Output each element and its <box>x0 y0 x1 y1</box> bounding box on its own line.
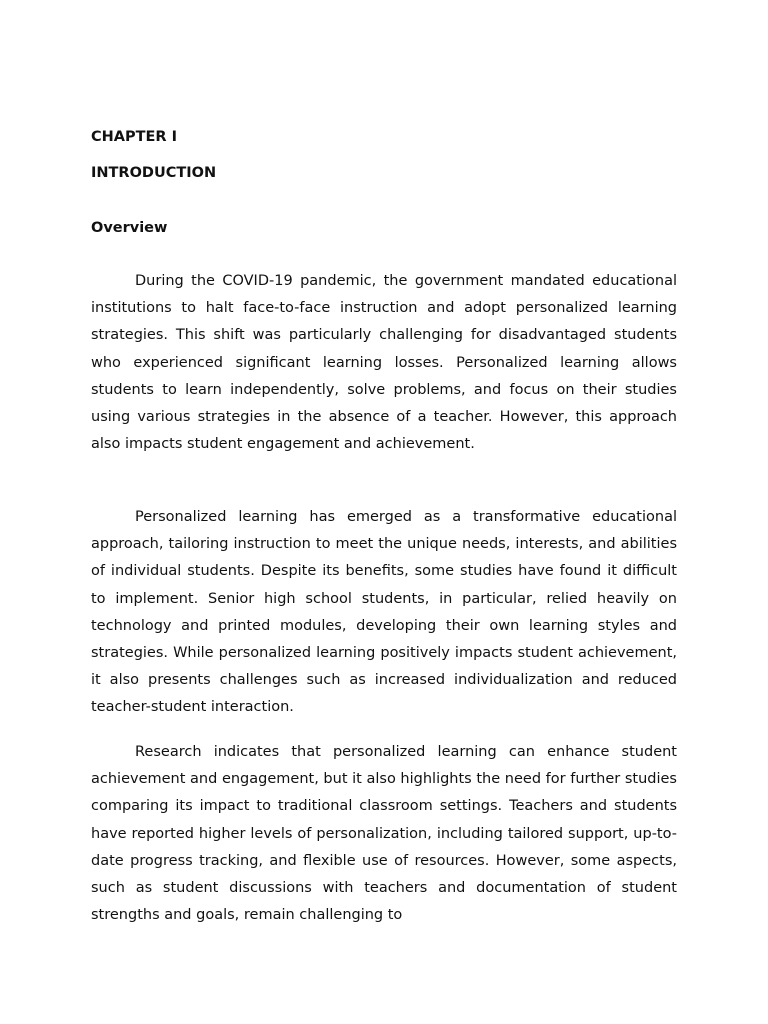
section-title: Overview <box>91 220 168 236</box>
chapter-label: CHAPTER I <box>91 129 178 145</box>
body-paragraph: During the COVID-19 pandemic, the government mandated educational institutions to halt face-to-face instruction and adopt personalized learning strategies. This shift was particularly challenging for disadvantaged students who experienced significant learning losses. Personalized learning allows students to learn independently, solve problems, and focus on their studies using various strategies in the absence of a teacher. However, this approach also impacts student engagement and achievement. <box>91 273 677 453</box>
chapter-title: INTRODUCTION <box>91 165 217 181</box>
body-paragraph: Research indicates that personalized learning can enhance student achievement and engagement, but it also highlights the need for further studies comparing its impact to traditional classroom settings. Teachers and students have reported higher levels of personalization, including tailored support, up-to-date progress tracking, and flexible use of resources. However, some aspects, such as student discussions with teachers and documentation of student strengths and goals, remain challenging to <box>91 744 677 924</box>
body-paragraph: Personalized learning has emerged as a transformative educational approach, tailoring instruction to meet the unique needs, interests, and abilities of individual students. Despite its benefits, some studies have found it difficult to implement. Senior high school students, in particular, relied heavily on technology and printed modules, developing their own learning styles and strategies. While personalized learning positively impacts student achievement, it also presents challenges such as increased individualization and reduced teacher-student interaction. <box>91 509 677 716</box>
